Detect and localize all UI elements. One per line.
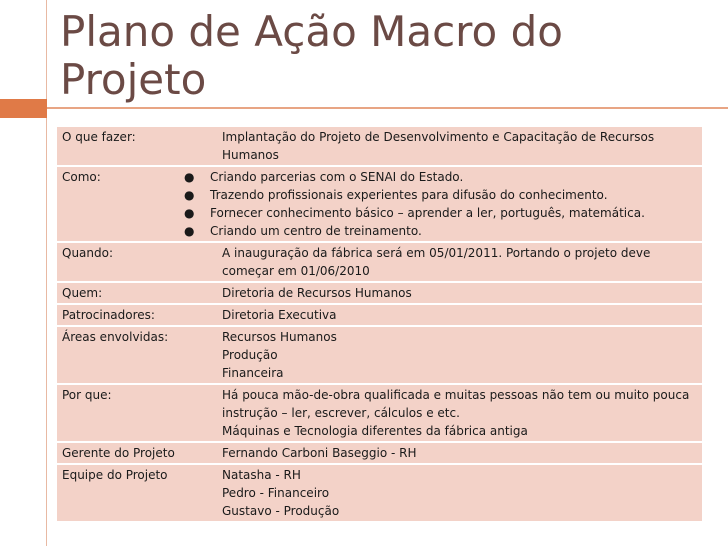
row-label: Como: bbox=[57, 166, 184, 242]
value-line: Produção bbox=[222, 348, 278, 362]
bullet-icon: ● bbox=[184, 188, 195, 202]
bullet-icon: ● bbox=[184, 206, 195, 220]
row-value bbox=[184, 304, 702, 326]
row-value bbox=[184, 326, 702, 384]
title-underline bbox=[47, 107, 728, 109]
row-label: Patrocinadores: bbox=[57, 304, 184, 326]
value-line: Há pouca mão-de-obra qualificada e muitas pessoas não tem ou muito pouca instrução – ler, escrever, cálculos e etc. bbox=[222, 388, 690, 420]
value-line: Fernando Carboni Baseggio - RH bbox=[222, 446, 417, 460]
row-value bbox=[184, 242, 702, 282]
table-row bbox=[57, 464, 702, 522]
value-line: Máquinas e Tecnologia diferentes da fábrica antiga bbox=[222, 424, 528, 438]
value-line: Pedro - Financeiro bbox=[222, 486, 330, 500]
row-value bbox=[184, 464, 702, 522]
row-value bbox=[184, 127, 702, 166]
row-value bbox=[184, 166, 702, 242]
row-label: Quem: bbox=[57, 282, 184, 304]
row-label: Gerente do Projeto bbox=[57, 442, 184, 464]
bullet-icon: ● bbox=[184, 170, 195, 184]
table-row bbox=[57, 127, 702, 166]
row-label: Quando: bbox=[57, 242, 184, 282]
left-margin-rule bbox=[46, 0, 47, 546]
action-plan-table bbox=[57, 127, 702, 523]
list-item: ● Criando parcerias com o SENAI do Estado. bbox=[184, 170, 464, 184]
row-label: Áreas envolvidas: bbox=[57, 326, 184, 384]
value-line: Recursos Humanos bbox=[222, 330, 337, 344]
value-line: Natasha - RH bbox=[222, 468, 301, 482]
slide-title: Plano de Ação Macro do Projeto bbox=[60, 7, 563, 104]
title-accent-bar bbox=[0, 99, 47, 118]
value-line: Diretoria Executiva bbox=[222, 308, 337, 322]
value-line: Implantação do Projeto de Desenvolvimento e Capacitação de Recursos Humanos bbox=[222, 130, 655, 162]
bullet-list bbox=[184, 168, 698, 240]
list-item: ● Trazendo profissionais experientes para difusão do conhecimento. bbox=[184, 188, 608, 202]
table-row bbox=[57, 442, 702, 464]
table-row bbox=[57, 326, 702, 384]
row-label: O que fazer: bbox=[57, 127, 184, 166]
table-row bbox=[57, 166, 702, 242]
table-row bbox=[57, 384, 702, 442]
table-row bbox=[57, 304, 702, 326]
table-row bbox=[57, 282, 702, 304]
list-item: ● Fornecer conhecimento básico – aprender a ler, português, matemática. bbox=[184, 206, 645, 220]
list-item: ● Criando um centro de treinamento. bbox=[184, 224, 422, 238]
bullet-icon: ● bbox=[184, 224, 195, 238]
row-value bbox=[184, 442, 702, 464]
row-label: Por que: bbox=[57, 384, 184, 442]
value-line: Diretoria de Recursos Humanos bbox=[222, 286, 412, 300]
row-value bbox=[184, 384, 702, 442]
value-line: Financeira bbox=[222, 366, 284, 380]
value-line: A inauguração da fábrica será em 05/01/2011. Portando o projeto deve começar em 01/06/2010 bbox=[222, 246, 651, 278]
row-value bbox=[184, 282, 702, 304]
table-row bbox=[57, 242, 702, 282]
row-label: Equipe do Projeto bbox=[57, 464, 184, 522]
value-line: Gustavo - Produção bbox=[222, 504, 340, 518]
